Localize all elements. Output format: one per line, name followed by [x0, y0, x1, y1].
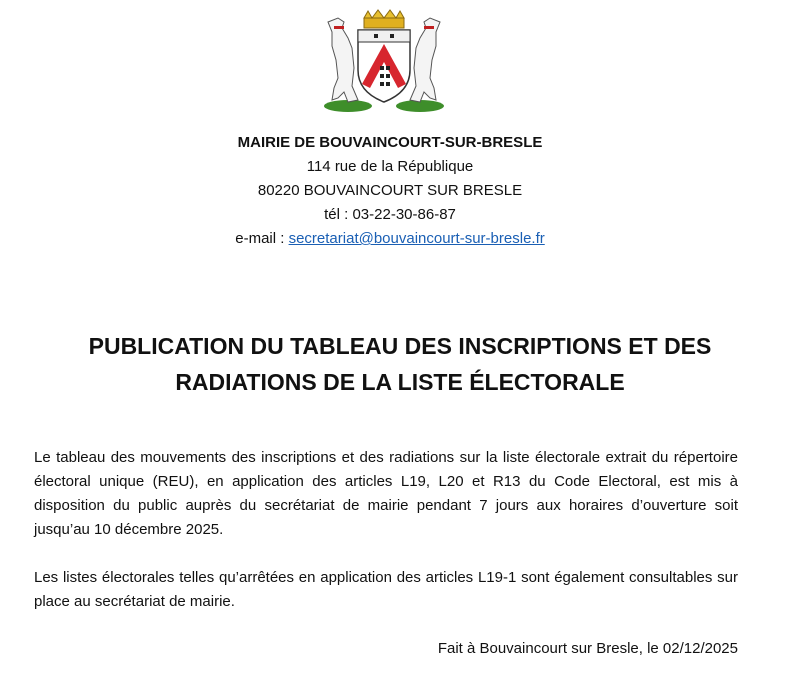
address-line-1: 114 rue de la République [306, 158, 474, 175]
page-title [20, 328, 780, 400]
paragraph-1: Le tableau des mouvements des inscriptions et des radiations sur la liste électorale extrait du répertoire électoral unique (REU), en application des articles L19, L20 et R13 du Code Electoral, est mis à disposition du public auprès du secrétariat de mairie pendant 7 jours aux horaires d’ouverture soit jusqu’au 10 décembre 2025. [34, 449, 738, 538]
coat-of-arms-logo [318, 8, 450, 112]
address-line-2: 80220 BOUVAINCOURT SUR BRESLE [257, 182, 523, 199]
phone-number: tél : 03-22-30-86-87 [324, 206, 456, 223]
email-label: e-mail : [235, 230, 289, 247]
signature-line: Fait à Bouvaincourt sur Bresle, le 02/12/2025 [437, 640, 738, 657]
email-line [0, 228, 780, 251]
paragraph-2: Les listes électorales telles qu’arrêtées en application des articles L19-1 sont également consultables sur place au secrétariat de mairie. [34, 569, 738, 610]
mairie-name: MAIRIE DE BOUVAINCOURT-SUR-BRESLE [237, 134, 543, 151]
title-line-2: RADIATIONS DE LA LISTE ÉLECTORALE [175, 369, 625, 395]
email-link[interactable]: secretariat@bouvaincourt-sur-bresle.fr [288, 230, 545, 247]
title-line-1: PUBLICATION DU TABLEAU DES INSCRIPTIONS ET DES [88, 333, 712, 359]
